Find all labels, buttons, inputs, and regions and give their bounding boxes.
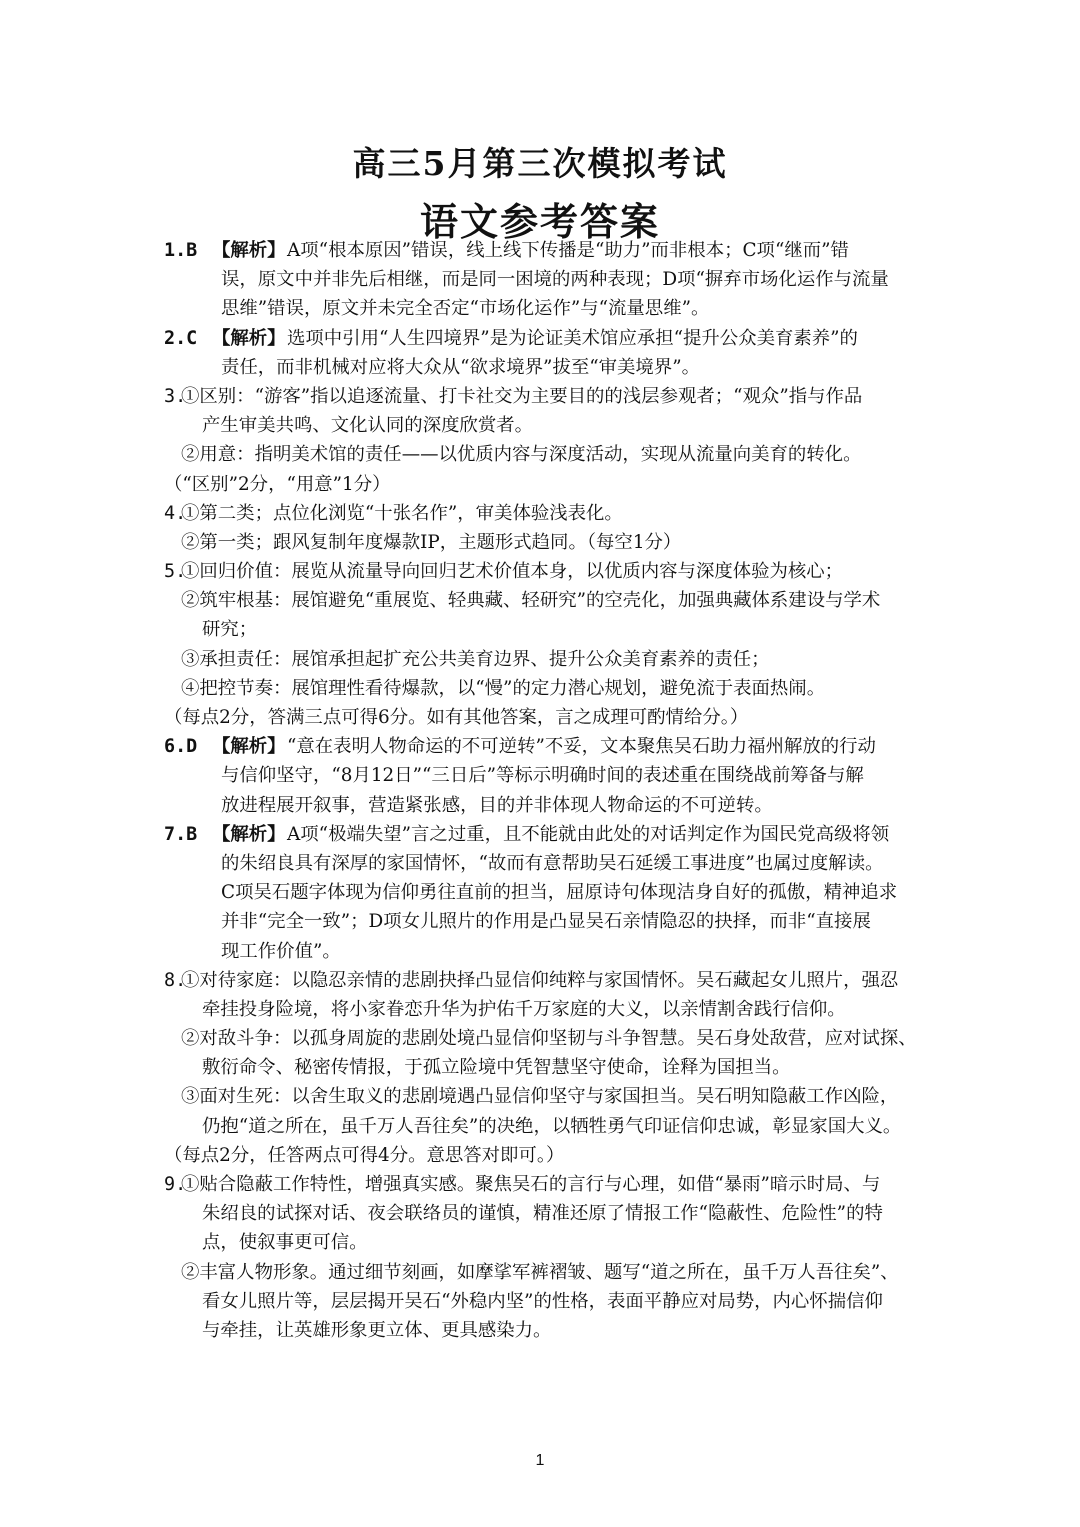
answer-1-text: A项“根本原因”错误，线上线下传播是“助力”而非根本；C项“继而”错 [287,240,849,261]
answer-9-number: 9. [164,1174,187,1195]
answer-8-line-1 [0,966,1080,995]
answer-8-line-5 [0,1082,1080,1111]
answer-4-text: ①第二类；点位化浏览“十张名作”，审美体验浅表化。 [181,502,623,524]
answer-1-line-1 [0,236,1080,265]
answer-8-line-6 [0,1112,1080,1141]
answer-9-line-5 [0,1287,1080,1316]
answer-2-number: 2.C [164,327,198,349]
answer-5-text: ③承担责任：展馆承担起扩充公共美育边界、提升公众美育素养的责任； [181,648,770,670]
answer-7-line-1 [0,820,1080,849]
exam-title: 高三5月第三次模拟考试 [352,144,728,183]
answer-5-line-6 [0,703,1080,732]
answer-key-title: 语文参考答案 [419,199,660,244]
answer-2-line-2 [0,353,1080,382]
answer-7-line-3 [0,878,1080,907]
answer-5-line-5 [0,674,1080,703]
answer-5-text: ②筑牢根基：展馆避免“重展览、轻典藏、轻研究”的空壳化，加强典藏体系建设与学术 [181,590,881,612]
answer-3-number: 3. [164,385,187,407]
answer-4-number: 4. [164,502,187,524]
answer-9-text: 与牵挂，让英雄形象更立体、更具感染力。 [202,1319,552,1341]
answer-1-line-3 [0,294,1080,323]
answer-8-text: 牵挂投身险境，将小家眷恋升华为护佑千万家庭的大义，以亲情割舍践行信仰。 [202,998,846,1020]
answer-7-line-2 [0,849,1080,878]
answer-9-line-1 [0,1170,1080,1199]
answer-8-line-3 [0,1024,1080,1053]
answer-1-line-2 [0,265,1080,294]
answer-3-line-1 [0,382,1080,411]
answer-6-text: 放进程展开叙事，营造紧张感，目的并非体现人物命运的不可逆转。 [221,794,773,816]
answer-7-text: C项吴石题字体现为信仰勇往直前的担当，屈原诗句体现洁身自好的孤傲，精神追求 [221,882,898,904]
answer-8-line-4 [0,1053,1080,1082]
answer-9-text: ②丰富人物形象。通过细节刻画，如摩挲军裤褶皱、题写“道之所在，虽千万人吾往矣”、 [181,1261,899,1283]
answer-6-line-3 [0,791,1080,820]
answer-5-scoring: （每点2分，答满三点可得6分。如有其他答案，言之成理可酌情给分。） [164,707,749,728]
answer-7-line-5 [0,937,1080,966]
answer-7-text: 的朱绍良具有深厚的家国情怀，“故而有意帮助吴石延缓工事进度”也属过度解读。 [221,852,884,874]
answer-9-text: 点，使叙事更可信。 [202,1232,368,1254]
answer-3-line-2 [0,411,1080,440]
answer-5-text: 研究； [202,619,258,641]
answer-5-line-3 [0,615,1080,644]
answer-2-tag: 【解析】 [212,327,286,349]
answer-6-line-2 [0,761,1080,790]
answer-6-text: 与信仰坚守，“8月12日”“三日后”等标示明确时间的表述重在围绕战前筹备与解 [221,765,864,787]
answer-9-text: 看女儿照片等，层层揭开吴石“外稳内坚”的性格，表面平静应对局势，内心怀揣信仰 [202,1290,883,1312]
answer-3-text: ①区别：“游客”指以追逐流量、打卡社交为主要目的的浅层参观者；“观众”指与作品 [181,385,863,407]
answer-8-text: ①对待家庭：以隐忍亲情的悲剧抉择凸显信仰纯粹与家国情怀。吴石藏起女儿照片，强忍 [181,969,899,991]
answer-6-number: 6.D [164,736,198,758]
answer-7-line-4 [0,907,1080,936]
answer-1-text: 误，原文中并非先后相继，而是同一困境的两种表现；D项“摒弃市场化运作与流量 [221,269,889,291]
answer-5-line-4 [0,645,1080,674]
answer-7-number: 7.B [164,823,198,845]
answer-6-line-1 [0,732,1080,761]
answer-3-scoring: （“区别”2分，“用意”1分） [164,473,391,495]
answer-4-text: ②第一类；跟风复制年度爆款IP，主题形式趋同。（每空1分） [181,531,682,553]
answer-2-text: 选项中引用“人生四境界”是为论证美术馆应承担“提升公众美育素养”的 [287,327,858,349]
answer-9-line-4 [0,1258,1080,1287]
answer-7-text: 并非“完全一致”；D项女儿照片的作用是凸显吴石亲情隐忍的抉择，而非“直接展 [221,911,871,933]
answer-5-line-2 [0,586,1080,615]
answer-8-scoring: （每点2分，任答两点可得4分。意思答对即可。） [164,1144,565,1166]
answer-5-line-1 [0,557,1080,586]
answer-6-text: “意在表明人物命运的不可逆转”不妥，文本聚焦吴石助力福州解放的行动 [287,736,876,758]
answer-8-line-7 [0,1141,1080,1170]
answer-8-text: 敷衍命令、秘密传情报，于孤立险境中凭智慧坚守使命，诠释为国担当。 [202,1057,791,1079]
answer-2-text: 责任，而非机械对应将大众从“欲求境界”拔至“审美境界”。 [221,356,700,378]
answer-3-text: 产生审美共鸣、文化认同的深度欣赏者。 [202,415,534,437]
answer-8-number: 8. [164,969,187,991]
answer-9-line-6 [0,1316,1080,1345]
answer-6-tag: 【解析】 [212,736,286,758]
answer-4-line-1 [0,499,1080,528]
answer-5-text: ①回归价值：展览从流量导向回归艺术价值本身，以优质内容与深度体验为核心； [181,561,844,583]
answer-9-line-3 [0,1228,1080,1257]
answer-9-text: 朱绍良的试探对话、夜会联络员的谨慎，精准还原了情报工作“隐蔽性、危险性”的特 [202,1203,883,1225]
answer-3-text: ②用意：指明美术馆的责任——以优质内容与深度活动，实现从流量向美育的转化。 [181,444,862,466]
answer-3-line-3 [0,440,1080,469]
answer-9-line-2 [0,1199,1080,1228]
answer-3-line-4 [0,470,1080,499]
page-number: 1 [535,1452,545,1469]
answer-2-line-1 [0,324,1080,353]
answer-1-text: 思维”错误，原文并未完全否定“市场化运作”与“流量思维”。 [221,298,710,320]
answer-8-line-2 [0,995,1080,1024]
answer-5-number: 5. [164,561,187,583]
answer-7-text: A项“极端失望”言之过重，且不能就由此处的对话判定作为国民党高级将领 [287,823,890,845]
answer-7-text: 现工作价值”。 [221,940,341,962]
answer-7-tag: 【解析】 [212,823,286,845]
answer-1-tag: 【解析】 [212,240,286,261]
answer-5-text: ④把控节奏：展馆理性看待爆款，以“慢”的定力潜心规划，避免流于表面热闹。 [181,677,826,699]
answer-4-line-2 [0,528,1080,557]
answer-1-number: 1.B [164,240,198,261]
answer-9-text: ①贴合隐蔽工作特性，增强真实感。聚焦吴石的言行与心理，如借“暴雨”暗示时局、与 [181,1174,881,1195]
answer-8-text: 仍抱“道之所在，虽千万人吾往矣”的决绝，以牺牲勇气印证信仰忠诚，彰显家国大义。 [202,1115,902,1137]
answer-8-text: ②对敌斗争：以孤身周旋的悲剧处境凸显信仰坚韧与斗争智慧。吴石身处敌营，应对试探、 [181,1028,917,1050]
answer-8-text: ③面对生死：以舍生取义的悲剧境遇凸显信仰坚守与家国担当。吴石明知隐蔽工作凶险， [181,1086,899,1108]
answer-body [0,236,1080,1345]
